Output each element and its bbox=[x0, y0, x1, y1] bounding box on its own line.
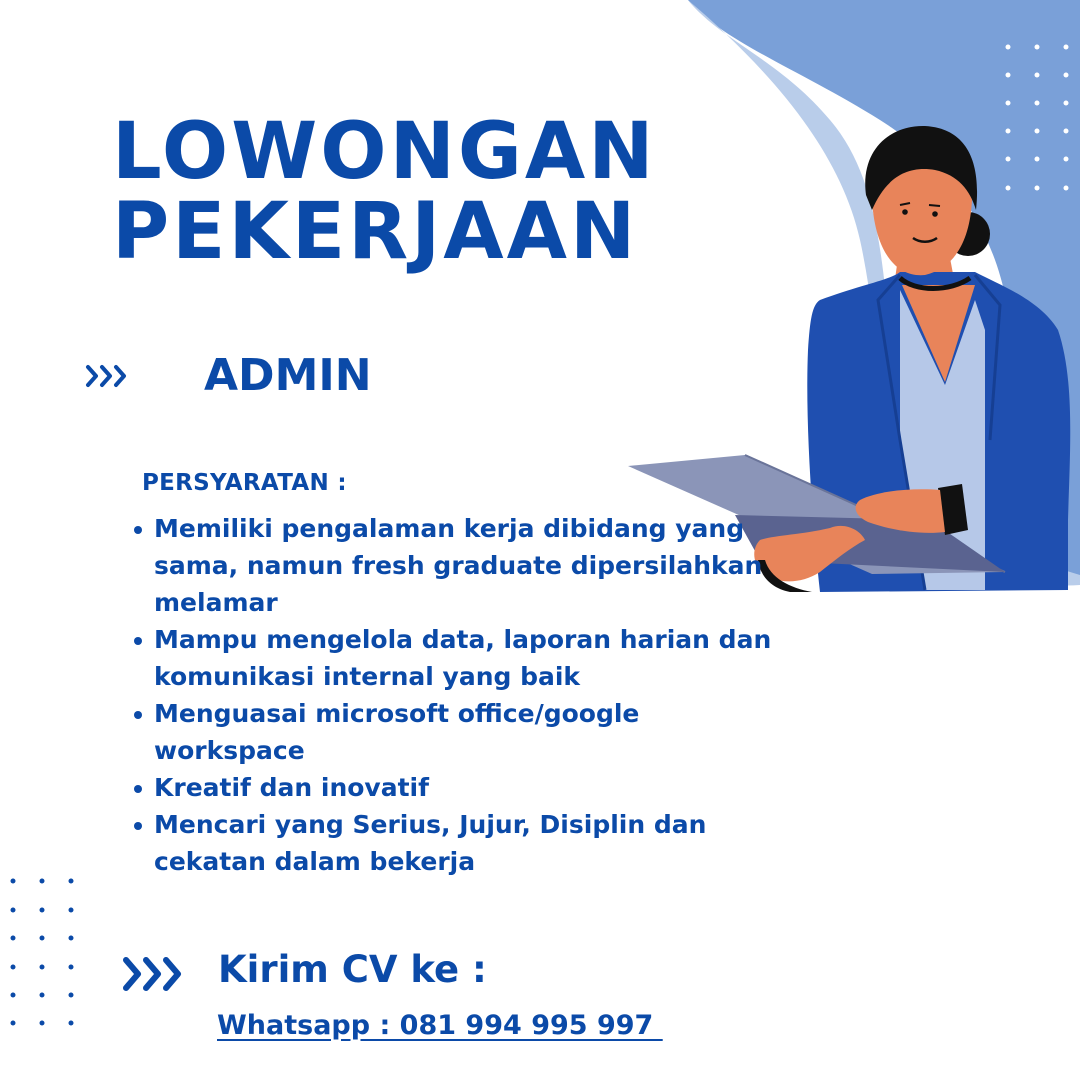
bullet-icon bbox=[134, 637, 142, 645]
requirements-list bbox=[132, 510, 772, 880]
requirement-text: Mampu mengelola data, laporan harian dan komunikasi internal yang baik bbox=[154, 625, 772, 691]
list-item bbox=[132, 695, 772, 769]
position-row bbox=[84, 348, 372, 404]
requirement-text: Kreatif dan inovatif bbox=[154, 773, 429, 802]
list-item bbox=[132, 621, 772, 695]
triple-chevron-right-icon bbox=[120, 952, 190, 996]
list-item bbox=[132, 769, 772, 806]
list-item bbox=[132, 806, 772, 880]
position-title: ADMIN bbox=[204, 350, 372, 401]
bullet-icon bbox=[134, 711, 142, 719]
requirement-text: Memiliki pengalaman kerja dibidang yang sama, namun fresh graduate dipersilahkan melamar bbox=[154, 514, 763, 617]
title-line-2: PEKERJAAN bbox=[112, 187, 639, 277]
bullet-icon bbox=[134, 526, 142, 534]
requirement-text: Menguasai microsoft office/google workspace bbox=[154, 699, 640, 765]
title-line-1: LOWONGAN bbox=[112, 107, 657, 197]
requirement-text: Mencari yang Serius, Jujur, Disiplin dan cekatan dalam bekerja bbox=[154, 810, 707, 876]
dot-grid-bottom-left bbox=[11, 879, 74, 1026]
whatsapp-link[interactable]: Whatsapp : 081 994 995 997 bbox=[217, 1010, 663, 1041]
bullet-icon bbox=[134, 785, 142, 793]
cta-row bbox=[120, 944, 720, 1004]
bullet-icon bbox=[134, 822, 142, 830]
page-title bbox=[112, 107, 657, 277]
cta-heading: Kirim CV ke : bbox=[218, 948, 487, 991]
triple-chevron-right-icon bbox=[84, 361, 134, 391]
list-item bbox=[132, 510, 772, 621]
requirements-heading: PERSYARATAN : bbox=[142, 470, 347, 496]
